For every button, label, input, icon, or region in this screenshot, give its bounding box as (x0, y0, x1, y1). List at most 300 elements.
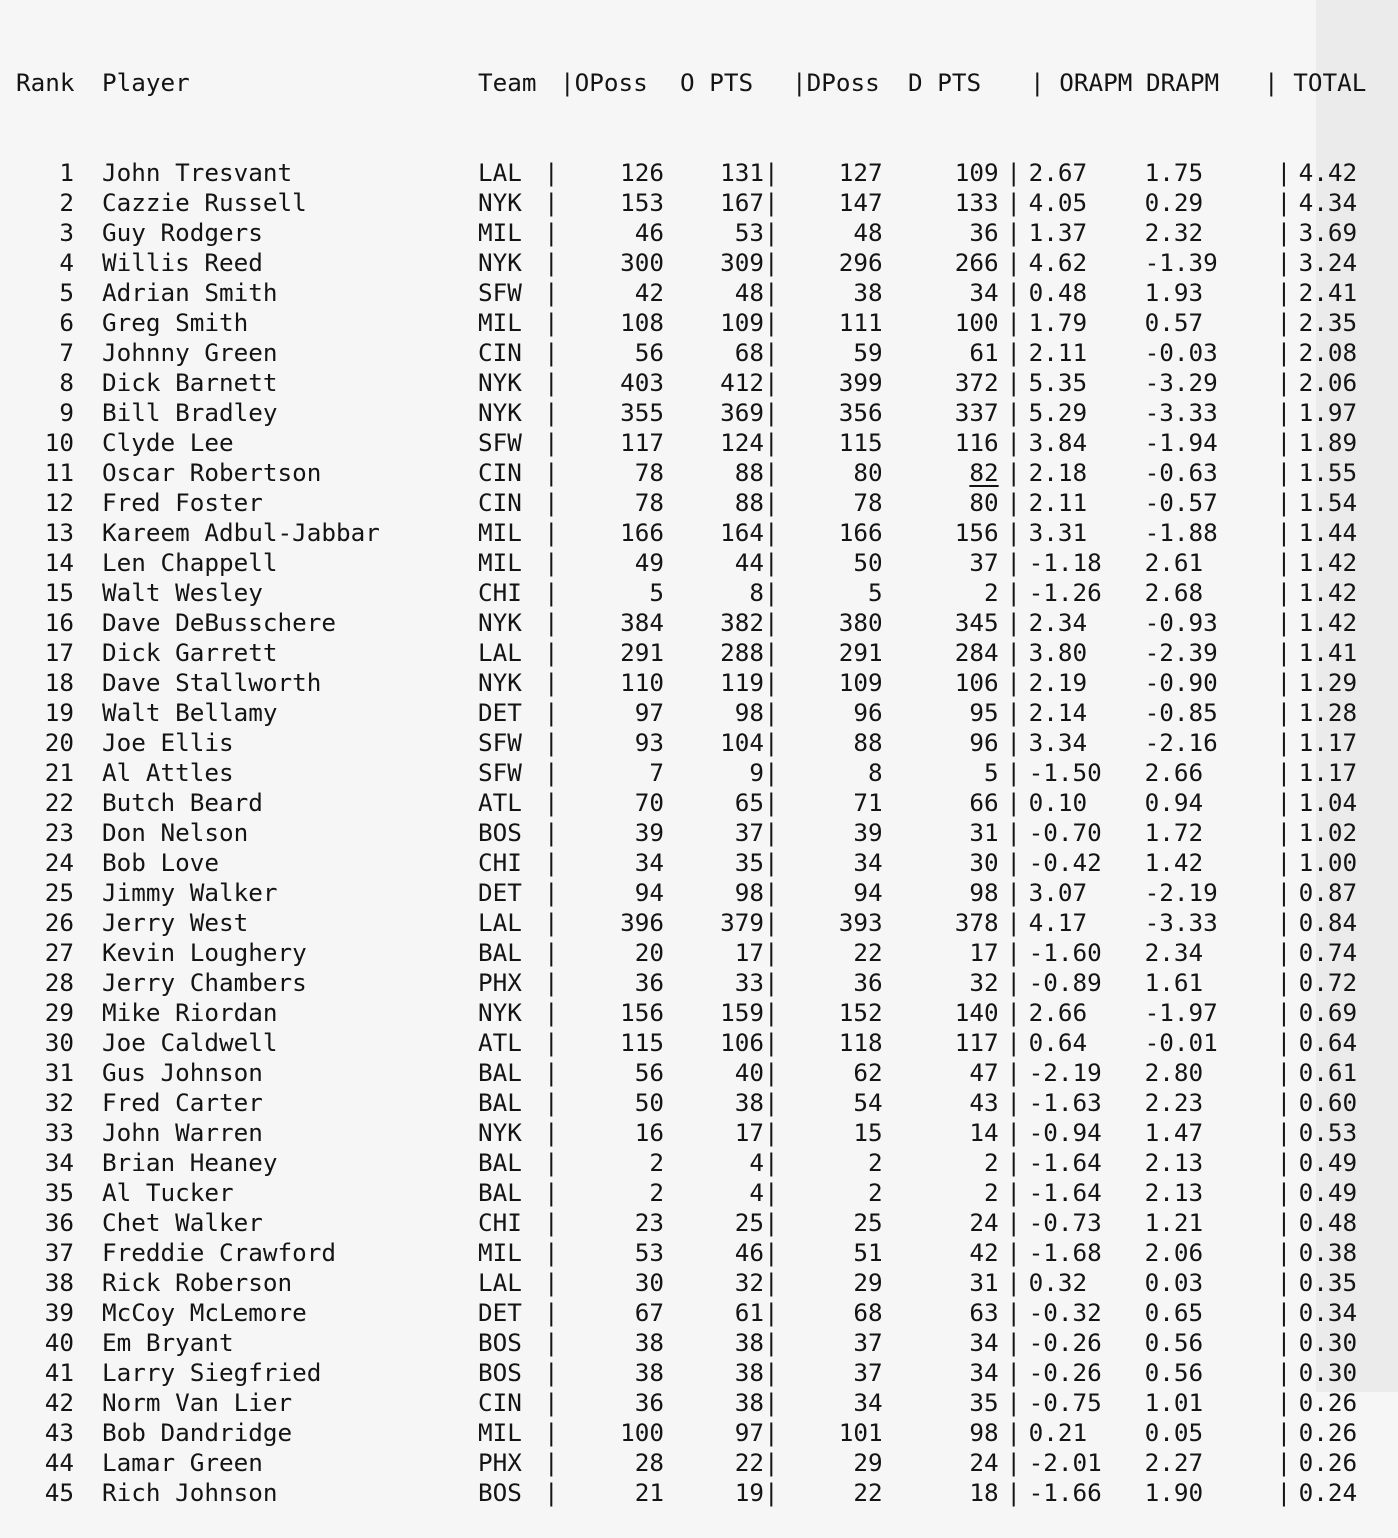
cell-team: CIN (478, 338, 522, 367)
column-separator: | (764, 248, 779, 277)
column-separator: | (1006, 488, 1021, 517)
cell-opts: 32 (734, 1268, 764, 1297)
column-separator: | (1006, 458, 1021, 487)
cell-drapm: 0.29 (1144, 188, 1204, 217)
spacer (74, 728, 102, 758)
cell-team: DET (478, 698, 522, 727)
column-separator: | (1006, 908, 1021, 937)
table-row (16, 158, 1369, 188)
cell-opts: 9 (749, 758, 764, 787)
cell-rank: 6 (59, 308, 74, 337)
spacer (74, 218, 102, 248)
column-separator: | (764, 1358, 779, 1387)
cell-orapm: -0.26 (1028, 1358, 1102, 1387)
cell-player: Al Attles (102, 758, 234, 787)
cell-rank: 13 (44, 518, 74, 547)
column-separator: | (1006, 548, 1021, 577)
column-separator: | (1276, 848, 1292, 877)
cell-drapm: 1.90 (1144, 1478, 1204, 1507)
column-separator: | (544, 398, 559, 427)
cell-team: PHX (478, 1448, 522, 1477)
cell-dpts: 133 (954, 188, 999, 217)
cell-opts: 44 (734, 548, 764, 577)
cell-drapm: 0.56 (1144, 1328, 1204, 1357)
cell-team: PHX (478, 968, 522, 997)
cell-dpts: 109 (954, 158, 999, 187)
spacer (74, 248, 102, 278)
cell-team: CHI (478, 1208, 522, 1237)
cell-oposs: 108 (620, 308, 664, 337)
table-body (16, 158, 1369, 1508)
spacer (74, 608, 102, 638)
cell-team: LAL (478, 908, 522, 937)
cell-orapm: -0.75 (1028, 1388, 1102, 1417)
column-separator: | (1006, 1268, 1021, 1297)
column-separator: | (1006, 998, 1021, 1027)
table-row (16, 608, 1369, 638)
cell-orapm: 3.31 (1028, 518, 1088, 547)
table-row (16, 308, 1369, 338)
cell-orapm: -0.94 (1028, 1118, 1102, 1147)
cell-opts: 288 (720, 638, 764, 667)
column-separator: | (764, 1388, 779, 1417)
cell-total: 0.26 (1298, 1448, 1358, 1477)
column-separator: | (1006, 668, 1021, 697)
column-separator: | (764, 878, 779, 907)
cell-dposs: 48 (853, 218, 883, 247)
cell-player: Don Nelson (102, 818, 249, 847)
cell-rank: 27 (44, 938, 74, 967)
column-separator: | (764, 1028, 779, 1057)
cell-player: Brian Heaney (102, 1148, 278, 1177)
column-separator: | (1276, 938, 1292, 967)
column-separator: | (544, 1448, 559, 1477)
cell-dposs: 59 (853, 338, 883, 367)
cell-team: NYK (478, 1118, 522, 1147)
cell-orapm: -0.26 (1028, 1328, 1102, 1357)
cell-rank: 21 (44, 758, 74, 787)
cell-orapm: 0.21 (1028, 1418, 1088, 1447)
cell-rank: 26 (44, 908, 74, 937)
cell-dposs: 54 (853, 1088, 883, 1117)
cell-total: 0.30 (1298, 1328, 1358, 1357)
cell-player: Norm Van Lier (102, 1388, 293, 1417)
cell-dpts: 106 (954, 668, 999, 697)
table-row (16, 278, 1369, 308)
cell-player: Mike Riordan (102, 998, 278, 1027)
spacer (74, 1418, 102, 1448)
cell-oposs: 67 (634, 1298, 664, 1327)
cell-total: 0.53 (1298, 1118, 1358, 1147)
column-separator: | (544, 1328, 559, 1357)
column-separator: | (1276, 908, 1292, 937)
table-row (16, 848, 1369, 878)
header-drapm: DRAPM (1146, 68, 1220, 97)
column-separator: | (544, 1208, 559, 1237)
cell-dpts: 18 (969, 1478, 999, 1507)
cell-total: 0.64 (1298, 1028, 1358, 1057)
cell-total: 1.42 (1298, 548, 1358, 577)
cell-dpts: 100 (954, 308, 999, 337)
column-separator: | (544, 1178, 559, 1207)
column-separator: | (544, 638, 559, 667)
cell-drapm: 0.03 (1144, 1268, 1204, 1297)
spacer (74, 398, 102, 428)
cell-dposs: 78 (853, 488, 883, 517)
cell-player: Len Chappell (102, 548, 278, 577)
cell-dposs: 296 (838, 248, 883, 277)
column-separator: | (1276, 188, 1292, 217)
cell-rank: 16 (44, 608, 74, 637)
table-row (16, 518, 1369, 548)
cell-orapm: -0.89 (1028, 968, 1102, 997)
cell-player: Rick Roberson (102, 1268, 293, 1297)
cell-drapm: 2.68 (1144, 578, 1204, 607)
cell-rank: 41 (44, 1358, 74, 1387)
cell-team: BOS (478, 1478, 522, 1507)
column-separator: | (544, 938, 559, 967)
column-separator: | (1276, 368, 1292, 397)
cell-player: John Warren (102, 1118, 263, 1147)
cell-opts: 106 (720, 1028, 764, 1057)
column-separator: | (1276, 518, 1292, 547)
column-separator: | (764, 908, 779, 937)
cell-dpts (883, 458, 999, 488)
spacer (74, 428, 102, 458)
column-separator: | (1276, 1238, 1292, 1267)
table-row (16, 1058, 1369, 1088)
table-row (16, 578, 1369, 608)
cell-orapm: -0.73 (1028, 1208, 1102, 1237)
cell-drapm: 1.42 (1144, 848, 1204, 877)
cell-orapm: 2.11 (1028, 338, 1088, 367)
column-separator: | (1006, 818, 1021, 847)
cell-drapm: 1.75 (1144, 158, 1204, 187)
spacer (74, 548, 102, 578)
cell-dposs: 399 (838, 368, 883, 397)
table-row (16, 428, 1369, 458)
cell-rank: 43 (44, 1418, 74, 1447)
cell-drapm: -1.94 (1144, 428, 1218, 457)
cell-drapm: 2.34 (1144, 938, 1204, 967)
cell-drapm: -3.29 (1144, 368, 1218, 397)
column-separator: | (544, 188, 559, 217)
cell-orapm: 1.79 (1028, 308, 1088, 337)
column-separator: | (1276, 398, 1292, 427)
cell-dposs: 37 (853, 1328, 883, 1357)
column-separator: | (544, 1118, 559, 1147)
cell-orapm: 4.05 (1028, 188, 1088, 217)
cell-oposs: 396 (620, 908, 664, 937)
cell-orapm: -2.19 (1028, 1058, 1102, 1087)
cell-player: Freddie Crawford (102, 1238, 337, 1267)
cell-dposs: 2 (868, 1178, 883, 1207)
cell-opts: 131 (720, 158, 764, 187)
cell-drapm: 2.61 (1144, 548, 1204, 577)
column-separator: | (764, 1238, 779, 1267)
spacer (74, 158, 102, 188)
cell-oposs: 291 (620, 638, 664, 667)
column-separator: | (764, 158, 779, 187)
cell-opts: 309 (720, 248, 764, 277)
cell-dpts: 156 (954, 518, 999, 547)
cell-oposs: 30 (634, 1268, 664, 1297)
cell-team: MIL (478, 1238, 522, 1267)
cell-oposs: 355 (620, 398, 664, 427)
cell-team: NYK (478, 998, 522, 1027)
cell-total: 0.60 (1298, 1088, 1358, 1117)
column-separator: | (764, 728, 779, 757)
cell-opts: 88 (734, 488, 764, 517)
cell-opts: 17 (734, 938, 764, 967)
cell-dpts: 266 (954, 248, 999, 277)
cell-total: 2.08 (1298, 338, 1358, 367)
cell-opts: 167 (720, 188, 764, 217)
column-separator: | (1006, 968, 1021, 997)
cell-rank: 36 (44, 1208, 74, 1237)
cell-rank: 2 (59, 188, 74, 217)
column-separator: | (544, 1268, 559, 1297)
table-row (16, 368, 1369, 398)
table-row (16, 1478, 1369, 1508)
column-separator: | (1276, 1328, 1292, 1357)
column-separator: | (544, 368, 559, 397)
cell-oposs: 36 (634, 1388, 664, 1417)
cell-drapm: 1.47 (1144, 1118, 1204, 1147)
cell-dposs: 127 (838, 158, 883, 187)
column-separator: | (764, 758, 779, 787)
spacer (74, 1178, 102, 1208)
cell-orapm: 3.80 (1028, 638, 1088, 667)
cell-oposs: 126 (620, 158, 664, 187)
cell-dposs: 29 (853, 1448, 883, 1477)
column-separator: | (544, 248, 559, 277)
column-separator: | (764, 518, 779, 547)
cell-dpts: 80 (969, 488, 999, 517)
spacer (74, 518, 102, 548)
cell-orapm: -0.70 (1028, 818, 1102, 847)
cell-drapm: 1.72 (1144, 818, 1204, 847)
cell-dpts: 372 (954, 368, 999, 397)
cell-team: ATL (478, 1028, 522, 1057)
cell-player: Dave DeBusschere (102, 608, 337, 637)
table-row (16, 878, 1369, 908)
cell-player: Guy Rodgers (102, 218, 263, 247)
cell-dposs: 380 (838, 608, 883, 637)
cell-opts: 104 (720, 728, 764, 757)
cell-player: Em Bryant (102, 1328, 234, 1357)
cell-drapm: -0.93 (1144, 608, 1218, 637)
column-separator: | (1276, 668, 1292, 697)
cell-drapm: -0.63 (1144, 458, 1218, 487)
column-separator: | (1006, 788, 1021, 817)
cell-total: 0.61 (1298, 1058, 1358, 1087)
cell-team: CIN (478, 458, 522, 487)
column-separator: | (544, 1238, 559, 1267)
column-separator: | (764, 1148, 779, 1177)
cell-rank: 25 (44, 878, 74, 907)
cell-dpts: 345 (954, 608, 999, 637)
cell-dposs: 147 (838, 188, 883, 217)
cell-orapm: -1.64 (1028, 1178, 1102, 1207)
cell-rank: 15 (44, 578, 74, 607)
header-orapm: | ORAPM (1030, 68, 1133, 97)
cell-team: DET (478, 1298, 522, 1327)
cell-dpts: 47 (969, 1058, 999, 1087)
cell-rank: 1 (59, 158, 74, 187)
cell-drapm: 0.56 (1144, 1358, 1204, 1387)
column-separator: | (1006, 698, 1021, 727)
cell-opts: 124 (720, 428, 764, 457)
cell-player: Jerry West (102, 908, 249, 937)
cell-drapm: 2.80 (1144, 1058, 1204, 1087)
cell-dpts: 35 (969, 1388, 999, 1417)
cell-player: Cazzie Russell (102, 188, 307, 217)
cell-dposs: 38 (853, 278, 883, 307)
cell-opts: 379 (720, 908, 764, 937)
column-separator: | (544, 1388, 559, 1417)
column-separator: | (764, 278, 779, 307)
column-separator: | (544, 458, 559, 487)
cell-orapm: 4.62 (1028, 248, 1088, 277)
cell-drapm: -0.85 (1144, 698, 1218, 727)
table-row (16, 458, 1369, 488)
cell-total: 0.87 (1298, 878, 1358, 907)
column-separator: | (544, 818, 559, 847)
cell-dpts: 2 (984, 1178, 999, 1207)
column-separator: | (1276, 458, 1292, 487)
header-team: Team (478, 68, 537, 97)
column-separator: | (1276, 1388, 1292, 1417)
column-separator: | (544, 698, 559, 727)
spacer (74, 818, 102, 848)
table-row (16, 1298, 1369, 1328)
table-row (16, 818, 1369, 848)
cell-orapm: 2.67 (1028, 158, 1088, 187)
cell-player: McCoy McLemore (102, 1298, 307, 1327)
cell-dpts: 337 (954, 398, 999, 427)
cell-total: 0.48 (1298, 1208, 1358, 1237)
column-separator: | (544, 1478, 559, 1507)
column-separator: | (1006, 608, 1021, 637)
cell-opts: 4 (749, 1148, 764, 1177)
cell-team: LAL (478, 638, 522, 667)
cell-player: Kevin Loughery (102, 938, 307, 967)
cell-orapm: -1.64 (1028, 1148, 1102, 1177)
table-row (16, 1028, 1369, 1058)
cell-opts: 38 (734, 1088, 764, 1117)
column-separator: | (1276, 1058, 1292, 1087)
cell-total: 1.54 (1298, 488, 1358, 517)
column-separator: | (1276, 1208, 1292, 1237)
cell-opts: 4 (749, 1178, 764, 1207)
column-separator: | (1006, 1328, 1021, 1357)
cell-rank: 31 (44, 1058, 74, 1087)
column-separator: | (1006, 1358, 1021, 1387)
cell-dposs: 25 (853, 1208, 883, 1237)
cell-dposs: 166 (838, 518, 883, 547)
cell-dpts: 98 (969, 878, 999, 907)
cell-rank: 9 (59, 398, 74, 427)
cell-dpts: 34 (969, 1358, 999, 1387)
cell-rank: 22 (44, 788, 74, 817)
cell-dpts: 34 (969, 1328, 999, 1357)
column-separator: | (1006, 188, 1021, 217)
cell-opts: 159 (720, 998, 764, 1027)
spacer (74, 1238, 102, 1268)
cell-dposs: 96 (853, 698, 883, 727)
cell-drapm: -1.39 (1144, 248, 1218, 277)
cell-drapm: -1.88 (1144, 518, 1218, 547)
table-row (16, 698, 1369, 728)
cell-dpts: 24 (969, 1448, 999, 1477)
spacer (74, 1358, 102, 1388)
column-separator: | (1006, 1208, 1021, 1237)
column-separator: | (764, 698, 779, 727)
cell-dpts: 42 (969, 1238, 999, 1267)
rapm-text-table (16, 8, 1369, 1538)
table-row (16, 1418, 1369, 1448)
cell-total: 0.74 (1298, 938, 1358, 967)
spacer (74, 638, 102, 668)
cell-rank: 42 (44, 1388, 74, 1417)
cell-opts: 68 (734, 338, 764, 367)
cell-team: LAL (478, 158, 522, 187)
cell-orapm: 5.29 (1028, 398, 1088, 427)
column-separator: | (1276, 578, 1292, 607)
cell-dposs: 2 (868, 1148, 883, 1177)
spacer (74, 878, 102, 908)
cell-dposs: 101 (838, 1418, 883, 1447)
cell-player: Fred Foster (102, 488, 263, 517)
column-separator: | (1276, 1448, 1292, 1477)
cell-dposs: 39 (853, 818, 883, 847)
column-separator: | (544, 218, 559, 247)
cell-total: 1.42 (1298, 608, 1358, 637)
spacer (74, 278, 102, 308)
cell-team: BAL (478, 1088, 522, 1117)
cell-total: 0.49 (1298, 1148, 1358, 1177)
cell-oposs: 117 (620, 428, 664, 457)
column-separator: | (1006, 1118, 1021, 1147)
cell-opts: 38 (734, 1328, 764, 1357)
column-separator: | (1276, 968, 1292, 997)
column-separator: | (1276, 488, 1292, 517)
cell-rank: 10 (44, 428, 74, 457)
cell-oposs: 7 (649, 758, 664, 787)
cell-oposs: 100 (620, 1418, 664, 1447)
column-separator: | (544, 998, 559, 1027)
cell-total: 1.55 (1298, 458, 1358, 487)
cell-orapm: 0.64 (1028, 1028, 1088, 1057)
cell-oposs: 20 (634, 938, 664, 967)
column-separator: | (544, 758, 559, 787)
column-separator: | (764, 668, 779, 697)
cell-player: Joe Caldwell (102, 1028, 278, 1057)
cell-dpts: 66 (969, 788, 999, 817)
column-separator: | (764, 968, 779, 997)
column-separator: | (764, 428, 779, 457)
column-separator: | (544, 1298, 559, 1327)
column-separator: | (764, 338, 779, 367)
cell-player: Dave Stallworth (102, 668, 322, 697)
column-separator: | (1276, 608, 1292, 637)
column-separator: | (1276, 698, 1292, 727)
cell-dpts: 95 (969, 698, 999, 727)
table-row (16, 1358, 1369, 1388)
cell-team: NYK (478, 248, 522, 277)
spacer (74, 368, 102, 398)
